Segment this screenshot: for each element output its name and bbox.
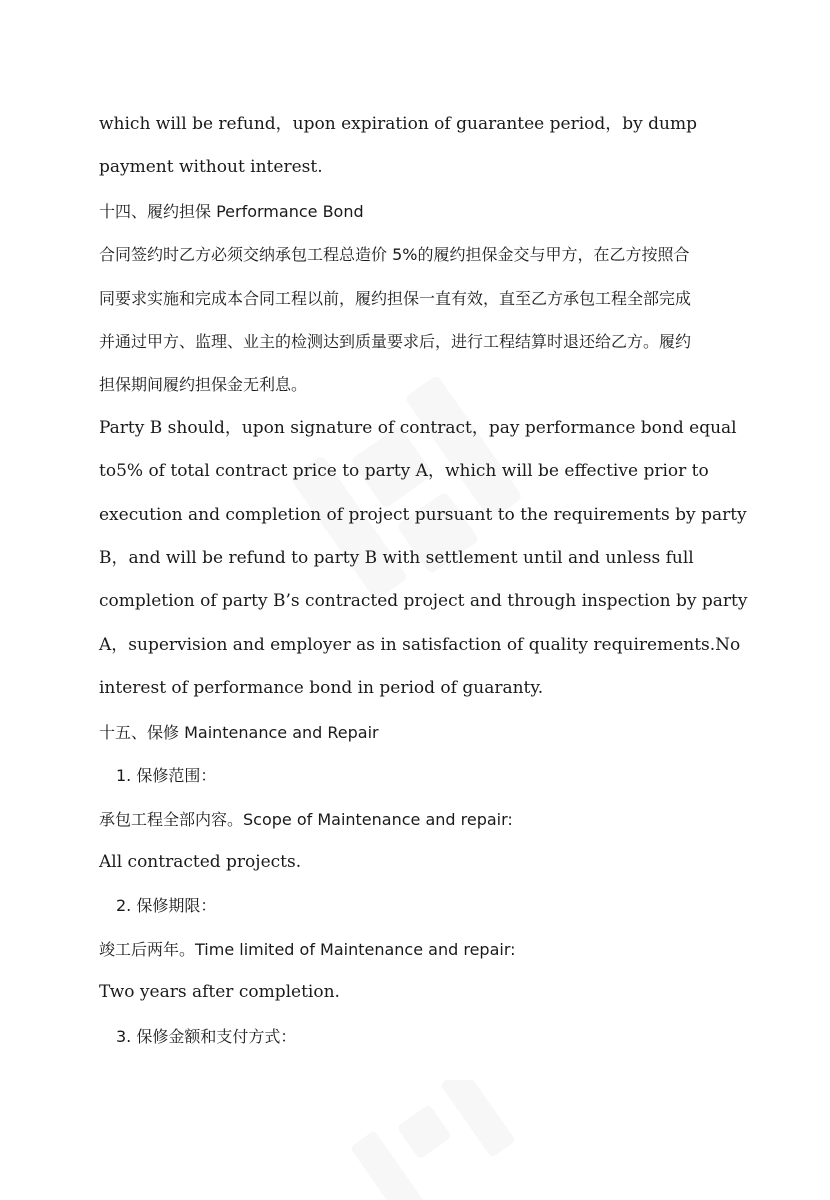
text-line: B，and will be refund to party B with settlement until and unless full [99, 548, 694, 569]
document-body [99, 103, 748, 1058]
list-item: 1. 保修范围： [116, 766, 217, 786]
text-line: payment without interest. [99, 157, 323, 178]
text-line: 合同签约时乙方必须交纳承包工程总造价 5%的履约担保金交与甲方，在乙方按照合 [99, 245, 690, 265]
section-heading: 十四、履约担保 Performance Bond [99, 201, 364, 221]
text-line: Two years after completion. [99, 982, 340, 1003]
text-line: Party B should，upon signature of contract，pay performance bond equal [99, 417, 737, 438]
text-line: 竣工后两年。Time limited of Maintenance and repair: [99, 939, 516, 959]
text-line: completion of party B’s contracted project and through inspection by party [99, 591, 748, 612]
text-line: 担保期间履约担保金无利息。 [99, 375, 308, 395]
text-line: to5% of total contract price to party A，which will be effective prior to [99, 461, 709, 482]
text-line: 并通过甲方、监理、业主的检测达到质量要求后，进行工程结算时退还给乙方。履约 [99, 332, 692, 352]
text-line: 同要求实施和完成本合同工程以前，履约担保一直有效，直至乙方承包工程全部完成 [99, 288, 692, 308]
text-line: A，supervision and employer as in satisfaction of quality requirements.No [99, 634, 741, 655]
section-heading: 十五、保修 Maintenance and Repair [99, 722, 379, 742]
text-line: execution and completion of project pursuant to the requirements by party [99, 504, 747, 525]
text-line: 承包工程全部内容。Scope of Maintenance and repair: [99, 809, 513, 829]
text-line: which will be refund，upon expiration of guarantee period，by dump [99, 114, 697, 134]
list-item: 3. 保修金额和支付方式： [116, 1026, 297, 1046]
text-line: interest of performance bond in period of guaranty. [99, 678, 544, 699]
list-item: 2. 保修期限： [116, 896, 217, 916]
watermark-logo-icon [330, 1080, 530, 1200]
text-line: All contracted projects. [99, 851, 302, 872]
